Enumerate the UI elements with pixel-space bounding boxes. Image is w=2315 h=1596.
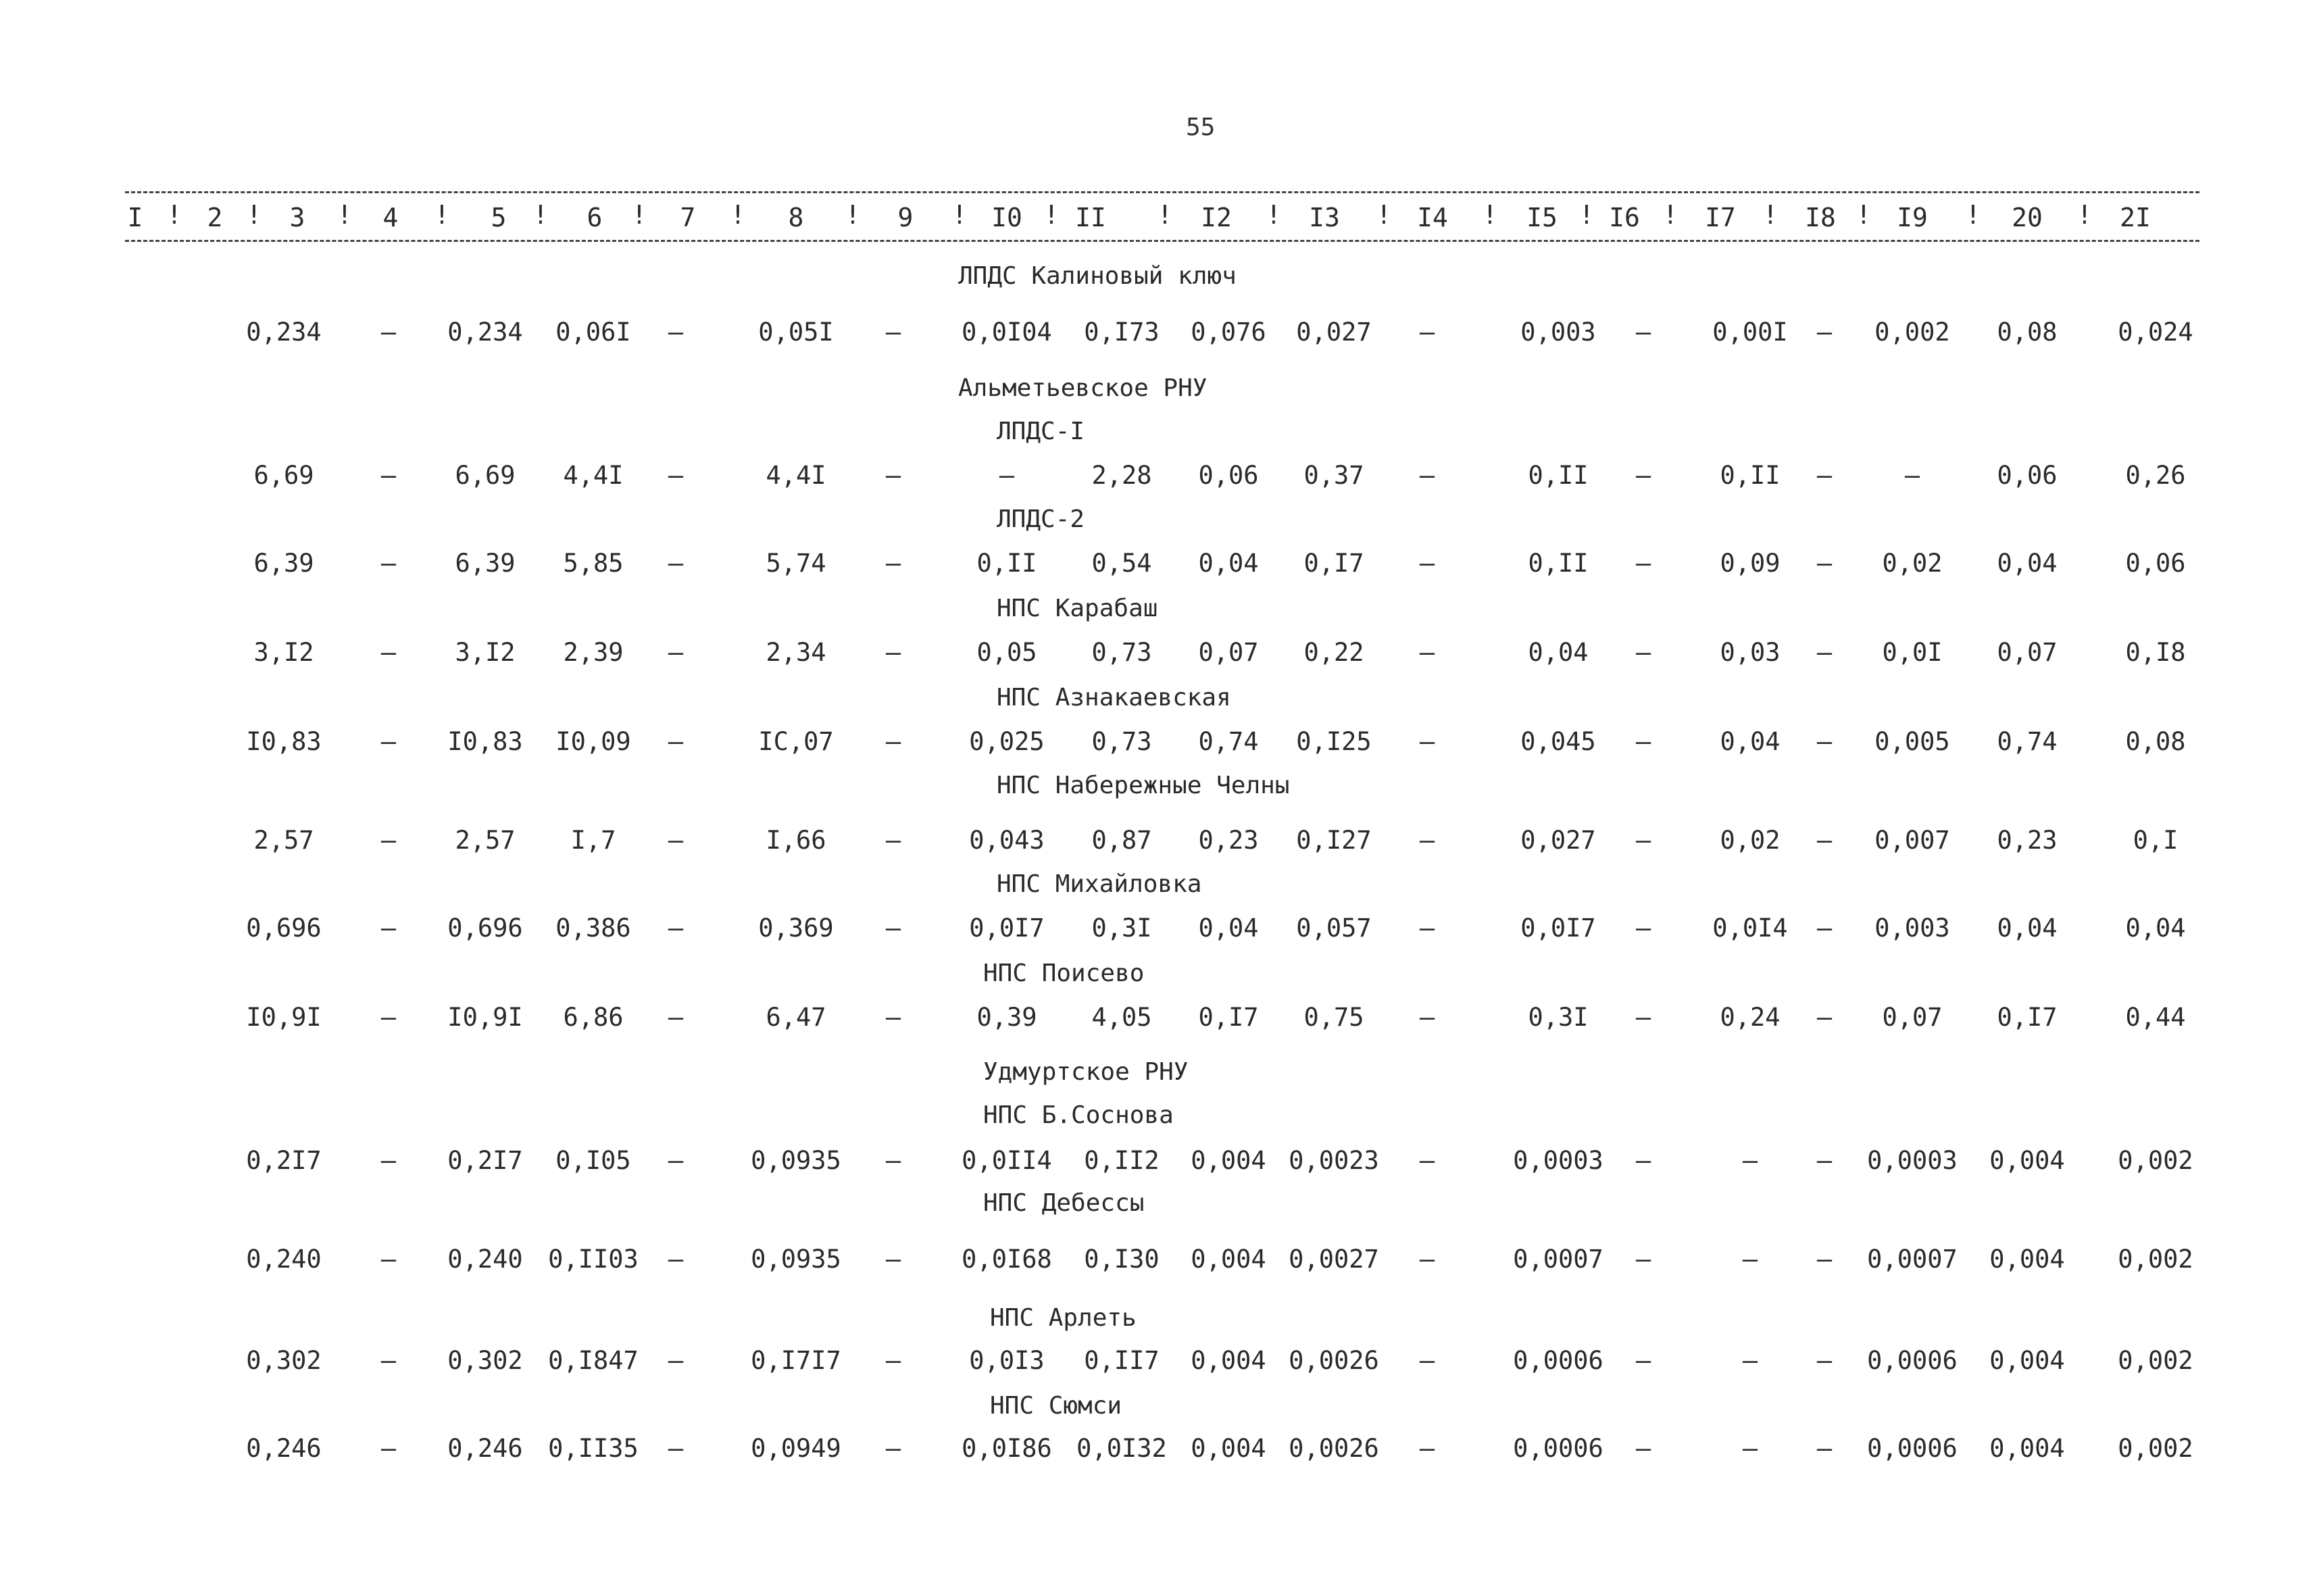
column-separator: ! [337, 200, 353, 230]
table-cell: 0,002 [2118, 1245, 2193, 1274]
table-cell: – [885, 826, 901, 855]
column-separator: ! [1762, 200, 1778, 230]
table-row [0, 1434, 2315, 1468]
table-cell: 0,0003 [1513, 1146, 1603, 1175]
table-cell: 0,I7 [1198, 1003, 1259, 1032]
table-cell: 0,386 [555, 914, 631, 943]
table-cell: 0,2I7 [447, 1146, 523, 1175]
table-cell: – [668, 1245, 684, 1274]
table-cell: – [1419, 1003, 1435, 1032]
table-cell: 0,0003 [1867, 1146, 1958, 1175]
table-cell: – [1816, 1003, 1833, 1032]
table-cell: – [1419, 914, 1435, 943]
section-title: НПС Б.Соснова [983, 1101, 1174, 1129]
table-cell: 5,85 [563, 549, 624, 578]
column-header-15: I5 [1526, 203, 1558, 232]
table-cell: 0,025 [969, 727, 1045, 756]
table-cell: – [1635, 318, 1651, 347]
table-cell: 0,246 [246, 1434, 322, 1463]
header-bottom-rule [125, 240, 2199, 242]
table-cell: 0,03 [1720, 638, 1781, 667]
table-cell: – [1816, 1434, 1833, 1463]
table-cell: I0,09 [555, 727, 631, 756]
table-cell: – [1419, 461, 1435, 490]
table-cell: – [380, 549, 397, 578]
table-cell: 0,II [976, 549, 1037, 578]
column-header-4: 4 [382, 203, 399, 232]
table-cell: 0,0I3 [969, 1346, 1045, 1375]
table-cell: 0,240 [246, 1245, 322, 1274]
table-cell: 0,0026 [1289, 1346, 1379, 1375]
section-title: НПС Арлеть [990, 1304, 1137, 1332]
column-separator: ! [1965, 200, 1981, 230]
table-cell: 0,I30 [1084, 1245, 1160, 1274]
column-separator: ! [434, 200, 450, 230]
table-cell: 0,37 [1303, 461, 1364, 490]
table-cell: 6,39 [253, 549, 314, 578]
table-cell: – [380, 638, 397, 667]
table-cell: 0,240 [447, 1245, 523, 1274]
column-separator: ! [1043, 200, 1060, 230]
column-header-11: II [1075, 203, 1106, 232]
table-cell: – [1635, 461, 1651, 490]
table-cell: 4,05 [1091, 1003, 1152, 1032]
table-cell: I0,9I [246, 1003, 322, 1032]
table-cell: 0,0I32 [1076, 1434, 1167, 1463]
table-cell: 0,08 [2125, 727, 2186, 756]
table-cell: – [668, 914, 684, 943]
table-cell: 0,74 [1997, 727, 2058, 756]
table-cell: 3,I2 [253, 638, 314, 667]
table-cell: – [668, 461, 684, 490]
column-separator: ! [1157, 200, 1173, 230]
table-cell: – [668, 1434, 684, 1463]
table-cell: 0,002 [2118, 1346, 2193, 1375]
table-cell: 0,0I04 [962, 318, 1052, 347]
table-cell: 0,04 [1997, 914, 2058, 943]
column-separator: ! [845, 200, 861, 230]
table-cell: 4,4I [766, 461, 826, 490]
section-title: ЛПДС-I [997, 418, 1085, 445]
column-separator: ! [631, 200, 647, 230]
table-cell: – [1742, 1245, 1758, 1274]
section-title: НПС Карабаш [997, 595, 1158, 622]
table-cell: 0,045 [1520, 727, 1596, 756]
table-cell: – [380, 1245, 397, 1274]
table-cell: 0,0027 [1289, 1245, 1379, 1274]
table-cell: 0,0006 [1867, 1346, 1958, 1375]
column-separator: ! [1578, 200, 1595, 230]
table-cell: 2,57 [253, 826, 314, 855]
table-cell: 0,02 [1882, 549, 1943, 578]
table-cell: – [885, 461, 901, 490]
table-cell: I0,83 [246, 727, 322, 756]
table-cell: 0,II [1528, 549, 1589, 578]
table-cell: – [1816, 1146, 1833, 1175]
table-cell: – [1816, 461, 1833, 490]
section-title: Удмуртское РНУ [983, 1058, 1189, 1086]
column-separator: ! [166, 200, 182, 230]
table-cell: 0,I25 [1296, 727, 1372, 756]
table-cell: 0,87 [1091, 826, 1152, 855]
table-cell: – [380, 914, 397, 943]
table-cell: 0,I847 [548, 1346, 639, 1375]
table-cell: 0,75 [1303, 1003, 1364, 1032]
table-row [0, 549, 2315, 582]
column-header-5: 5 [491, 203, 507, 232]
table-cell: – [1904, 461, 1920, 490]
table-cell: – [1635, 1434, 1651, 1463]
table-cell: – [668, 826, 684, 855]
table-cell: 0,06 [2125, 549, 2186, 578]
table-cell: 0,73 [1091, 638, 1152, 667]
table-cell: 0,08 [1997, 318, 2058, 347]
table-cell: 0,234 [447, 318, 523, 347]
page-number: 55 [1186, 114, 1216, 141]
table-cell: – [1742, 1346, 1758, 1375]
table-cell: – [1742, 1434, 1758, 1463]
table-cell: 0,04 [1198, 549, 1259, 578]
table-cell: 0,00I [1712, 318, 1788, 347]
table-cell: 0,0006 [1513, 1434, 1603, 1463]
section-title: Альметьевское РНУ [958, 374, 1208, 402]
table-cell: – [1419, 1245, 1435, 1274]
table-cell: 0,004 [1989, 1346, 2065, 1375]
table-cell: 0,0I68 [962, 1245, 1052, 1274]
table-row [0, 1146, 2315, 1180]
table-cell: – [1419, 318, 1435, 347]
table-cell: 0,23 [1198, 826, 1259, 855]
table-cell: 0,302 [447, 1346, 523, 1375]
table-cell: 0,II [1720, 461, 1781, 490]
table-cell: 0,I7 [1997, 1003, 2058, 1032]
table-cell: 2,28 [1091, 461, 1152, 490]
table-cell: 0,06 [1198, 461, 1259, 490]
table-cell: 0,07 [1198, 638, 1259, 667]
table-cell: 0,3I [1091, 914, 1152, 943]
table-cell: 0,002 [1874, 318, 1950, 347]
section-title: НПС Дебессы [983, 1189, 1145, 1217]
table-cell: 0,2I7 [246, 1146, 322, 1175]
table-cell: 0,027 [1520, 826, 1596, 855]
table-cell: 0,057 [1296, 914, 1372, 943]
column-separator: ! [1482, 200, 1498, 230]
table-cell: 0,0I86 [962, 1434, 1052, 1463]
table-row [0, 914, 2315, 947]
table-cell: – [668, 638, 684, 667]
section-title: ЛПДС Калиновый ключ [958, 262, 1237, 290]
table-cell: – [1816, 826, 1833, 855]
table-cell: 0,0949 [751, 1434, 841, 1463]
section-title: НПС Михайловка [997, 870, 1202, 898]
table-cell: 0,007 [1874, 826, 1950, 855]
table-cell: 2,57 [455, 826, 516, 855]
table-cell: – [380, 727, 397, 756]
column-header-20: 20 [2012, 203, 2043, 232]
table-cell: 0,04 [1528, 638, 1589, 667]
table-cell: I0,83 [447, 727, 523, 756]
table-cell: – [1419, 1434, 1435, 1463]
table-cell: 0,0935 [751, 1146, 841, 1175]
table-cell: – [885, 1434, 901, 1463]
table-cell: – [885, 318, 901, 347]
table-cell: – [1635, 1003, 1651, 1032]
table-cell: 0,05I [758, 318, 834, 347]
table-cell: 0,002 [2118, 1434, 2193, 1463]
table-cell: 0,246 [447, 1434, 523, 1463]
table-cell: 2,39 [563, 638, 624, 667]
column-header-13: I3 [1309, 203, 1340, 232]
table-cell: 0,26 [2125, 461, 2186, 490]
section-title: НПС Азнакаевская [997, 684, 1231, 712]
table-cell: 4,4I [563, 461, 624, 490]
table-cell: 0,004 [1191, 1346, 1266, 1375]
table-row [0, 727, 2315, 761]
column-header-19: I9 [1897, 203, 1928, 232]
table-cell: – [668, 318, 684, 347]
column-separator: ! [1856, 200, 1872, 230]
table-cell: – [885, 1245, 901, 1274]
column-separator: ! [1376, 200, 1392, 230]
table-cell: 0,004 [1989, 1245, 2065, 1274]
table-cell: 0,23 [1997, 826, 2058, 855]
table-cell: 0,II35 [548, 1434, 639, 1463]
table-cell: 0,22 [1303, 638, 1364, 667]
table-cell: 6,69 [455, 461, 516, 490]
column-header-17: I7 [1705, 203, 1736, 232]
column-separator: ! [532, 200, 549, 230]
table-cell: 0,06I [555, 318, 631, 347]
table-cell: 0,002 [2118, 1146, 2193, 1175]
table-cell: 6,69 [253, 461, 314, 490]
table-cell: – [1419, 638, 1435, 667]
column-header-2: 2 [207, 203, 223, 232]
table-cell: I,7 [570, 826, 616, 855]
column-separator: ! [2076, 200, 2093, 230]
section-title: НПС Поисево [983, 959, 1145, 987]
table-cell: 0,05 [976, 638, 1037, 667]
table-cell: 0,0026 [1289, 1434, 1379, 1463]
table-cell: 0,024 [2118, 318, 2193, 347]
table-cell: 0,24 [1720, 1003, 1781, 1032]
table-cell: – [668, 1146, 684, 1175]
table-row [0, 318, 2315, 351]
table-cell: 0,043 [969, 826, 1045, 855]
table-cell: 0,003 [1874, 914, 1950, 943]
table-cell: 0,54 [1091, 549, 1152, 578]
table-cell: 0,I [2133, 826, 2179, 855]
table-cell: – [885, 1146, 901, 1175]
column-header-6: 6 [587, 203, 603, 232]
table-cell: 0,0I7 [1520, 914, 1596, 943]
table-cell: 5,74 [766, 549, 826, 578]
table-cell: – [1635, 914, 1651, 943]
table-cell: – [885, 1003, 901, 1032]
table-cell: – [885, 638, 901, 667]
table-row [0, 826, 2315, 859]
table-cell: 0,302 [246, 1346, 322, 1375]
table-cell: 0,II [1528, 461, 1589, 490]
table-cell: 0,04 [1997, 549, 2058, 578]
table-cell: – [668, 549, 684, 578]
column-header-14: I4 [1417, 203, 1448, 232]
section-title: ЛПДС-2 [997, 505, 1085, 533]
table-row [0, 1003, 2315, 1037]
table-cell: 0,004 [1191, 1434, 1266, 1463]
column-separator: ! [951, 200, 968, 230]
table-cell: 0,003 [1520, 318, 1596, 347]
table-cell: 0,I7 [1303, 549, 1364, 578]
table-cell: – [668, 1346, 684, 1375]
table-cell: 0,II03 [548, 1245, 639, 1274]
table-cell: – [1419, 727, 1435, 756]
table-cell: 0,07 [1882, 1003, 1943, 1032]
table-cell: 3,I2 [455, 638, 516, 667]
table-cell: – [1816, 914, 1833, 943]
column-separator: ! [1266, 200, 1282, 230]
table-cell: – [1816, 638, 1833, 667]
table-cell: 0,076 [1191, 318, 1266, 347]
table-cell: – [1742, 1146, 1758, 1175]
table-cell: 6,86 [563, 1003, 624, 1032]
table-cell: 0,005 [1874, 727, 1950, 756]
column-header-3: 3 [289, 203, 305, 232]
table-cell: 0,04 [1198, 914, 1259, 943]
table-cell: 0,04 [1720, 727, 1781, 756]
section-title: НПС Набережные Челны [997, 772, 1290, 799]
table-cell: 0,0I4 [1712, 914, 1788, 943]
table-cell: 0,04 [2125, 914, 2186, 943]
table-cell: 0,696 [246, 914, 322, 943]
table-cell: – [380, 1434, 397, 1463]
table-cell: IC,07 [758, 727, 834, 756]
table-cell: – [1419, 549, 1435, 578]
table-cell: 0,73 [1091, 727, 1152, 756]
table-cell: 0,II7 [1084, 1346, 1160, 1375]
table-cell: 2,34 [766, 638, 826, 667]
table-cell: 0,234 [246, 318, 322, 347]
table-cell: 6,47 [766, 1003, 826, 1032]
table-cell: – [380, 318, 397, 347]
column-header-7: 7 [680, 203, 696, 232]
table-cell: 0,44 [2125, 1003, 2186, 1032]
table-cell: – [1635, 1346, 1651, 1375]
table-cell: 0,I73 [1084, 318, 1160, 347]
table-cell: 0,0007 [1513, 1245, 1603, 1274]
table-cell: – [1419, 1146, 1435, 1175]
table-row [0, 461, 2315, 495]
table-cell: 0,I27 [1296, 826, 1372, 855]
table-cell: 0,0I7 [969, 914, 1045, 943]
table-cell: 0,I7I7 [751, 1346, 841, 1375]
table-cell: – [668, 1003, 684, 1032]
table-cell: 0,027 [1296, 318, 1372, 347]
table-cell: 0,0007 [1867, 1245, 1958, 1274]
table-cell: 0,0II4 [962, 1146, 1052, 1175]
table-cell: – [668, 727, 684, 756]
table-cell: – [1635, 727, 1651, 756]
table-cell: – [885, 727, 901, 756]
table-cell: – [885, 1346, 901, 1375]
table-cell: 0,02 [1720, 826, 1781, 855]
table-row [0, 1245, 2315, 1278]
table-cell: 0,369 [758, 914, 834, 943]
table-cell: – [1635, 549, 1651, 578]
table-cell: 0,0I [1882, 638, 1943, 667]
table-cell: – [380, 1346, 397, 1375]
table-cell: 0,07 [1997, 638, 2058, 667]
table-cell: 0,II2 [1084, 1146, 1160, 1175]
table-cell: 0,0023 [1289, 1146, 1379, 1175]
column-header-8: 8 [788, 203, 804, 232]
table-cell: – [1816, 549, 1833, 578]
table-cell: 0,0006 [1513, 1346, 1603, 1375]
table-cell: – [1635, 1245, 1651, 1274]
column-header-18: I8 [1805, 203, 1836, 232]
table-cell: 0,004 [1191, 1146, 1266, 1175]
table-cell: 0,74 [1198, 727, 1259, 756]
table-cell: – [885, 914, 901, 943]
column-header-1: I [127, 203, 143, 232]
table-cell: – [1816, 318, 1833, 347]
column-header-21: 2I [2120, 203, 2151, 232]
table-cell: 0,I8 [2125, 638, 2186, 667]
column-separator: ! [1662, 200, 1678, 230]
table-cell: – [1816, 727, 1833, 756]
table-cell: 0,06 [1997, 461, 2058, 490]
table-cell: – [1635, 1146, 1651, 1175]
table-cell: 0,696 [447, 914, 523, 943]
table-cell: I0,9I [447, 1003, 523, 1032]
column-header-16: I6 [1609, 203, 1640, 232]
table-cell: – [1816, 1346, 1833, 1375]
column-separator: ! [246, 200, 262, 230]
table-cell: 6,39 [455, 549, 516, 578]
column-header-10: I0 [991, 203, 1022, 232]
section-title: НПС Сюмси [990, 1392, 1122, 1420]
table-row [0, 1346, 2315, 1380]
column-header-9: 9 [897, 203, 914, 232]
table-cell: – [1635, 638, 1651, 667]
table-cell: 0,004 [1989, 1434, 2065, 1463]
table-cell: – [999, 461, 1015, 490]
table-cell: 0,0006 [1867, 1434, 1958, 1463]
header-top-rule [125, 191, 2199, 193]
table-cell: – [1419, 826, 1435, 855]
table-cell: – [885, 549, 901, 578]
table-row [0, 638, 2315, 672]
table-cell: 0,09 [1720, 549, 1781, 578]
table-cell: – [1816, 1245, 1833, 1274]
table-cell: – [1419, 1346, 1435, 1375]
table-cell: 0,39 [976, 1003, 1037, 1032]
column-header-row [0, 200, 2315, 243]
table-cell: – [380, 826, 397, 855]
table-cell: 0,004 [1989, 1146, 2065, 1175]
table-cell: 0,004 [1191, 1245, 1266, 1274]
table-cell: – [1635, 826, 1651, 855]
column-header-12: I2 [1201, 203, 1232, 232]
table-cell: 0,3I [1528, 1003, 1589, 1032]
table-cell: 0,I05 [555, 1146, 631, 1175]
table-cell: 0,0935 [751, 1245, 841, 1274]
table-cell: – [380, 1003, 397, 1032]
table-cell: I,66 [766, 826, 826, 855]
table-cell: – [380, 1146, 397, 1175]
table-cell: – [380, 461, 397, 490]
column-separator: ! [730, 200, 746, 230]
